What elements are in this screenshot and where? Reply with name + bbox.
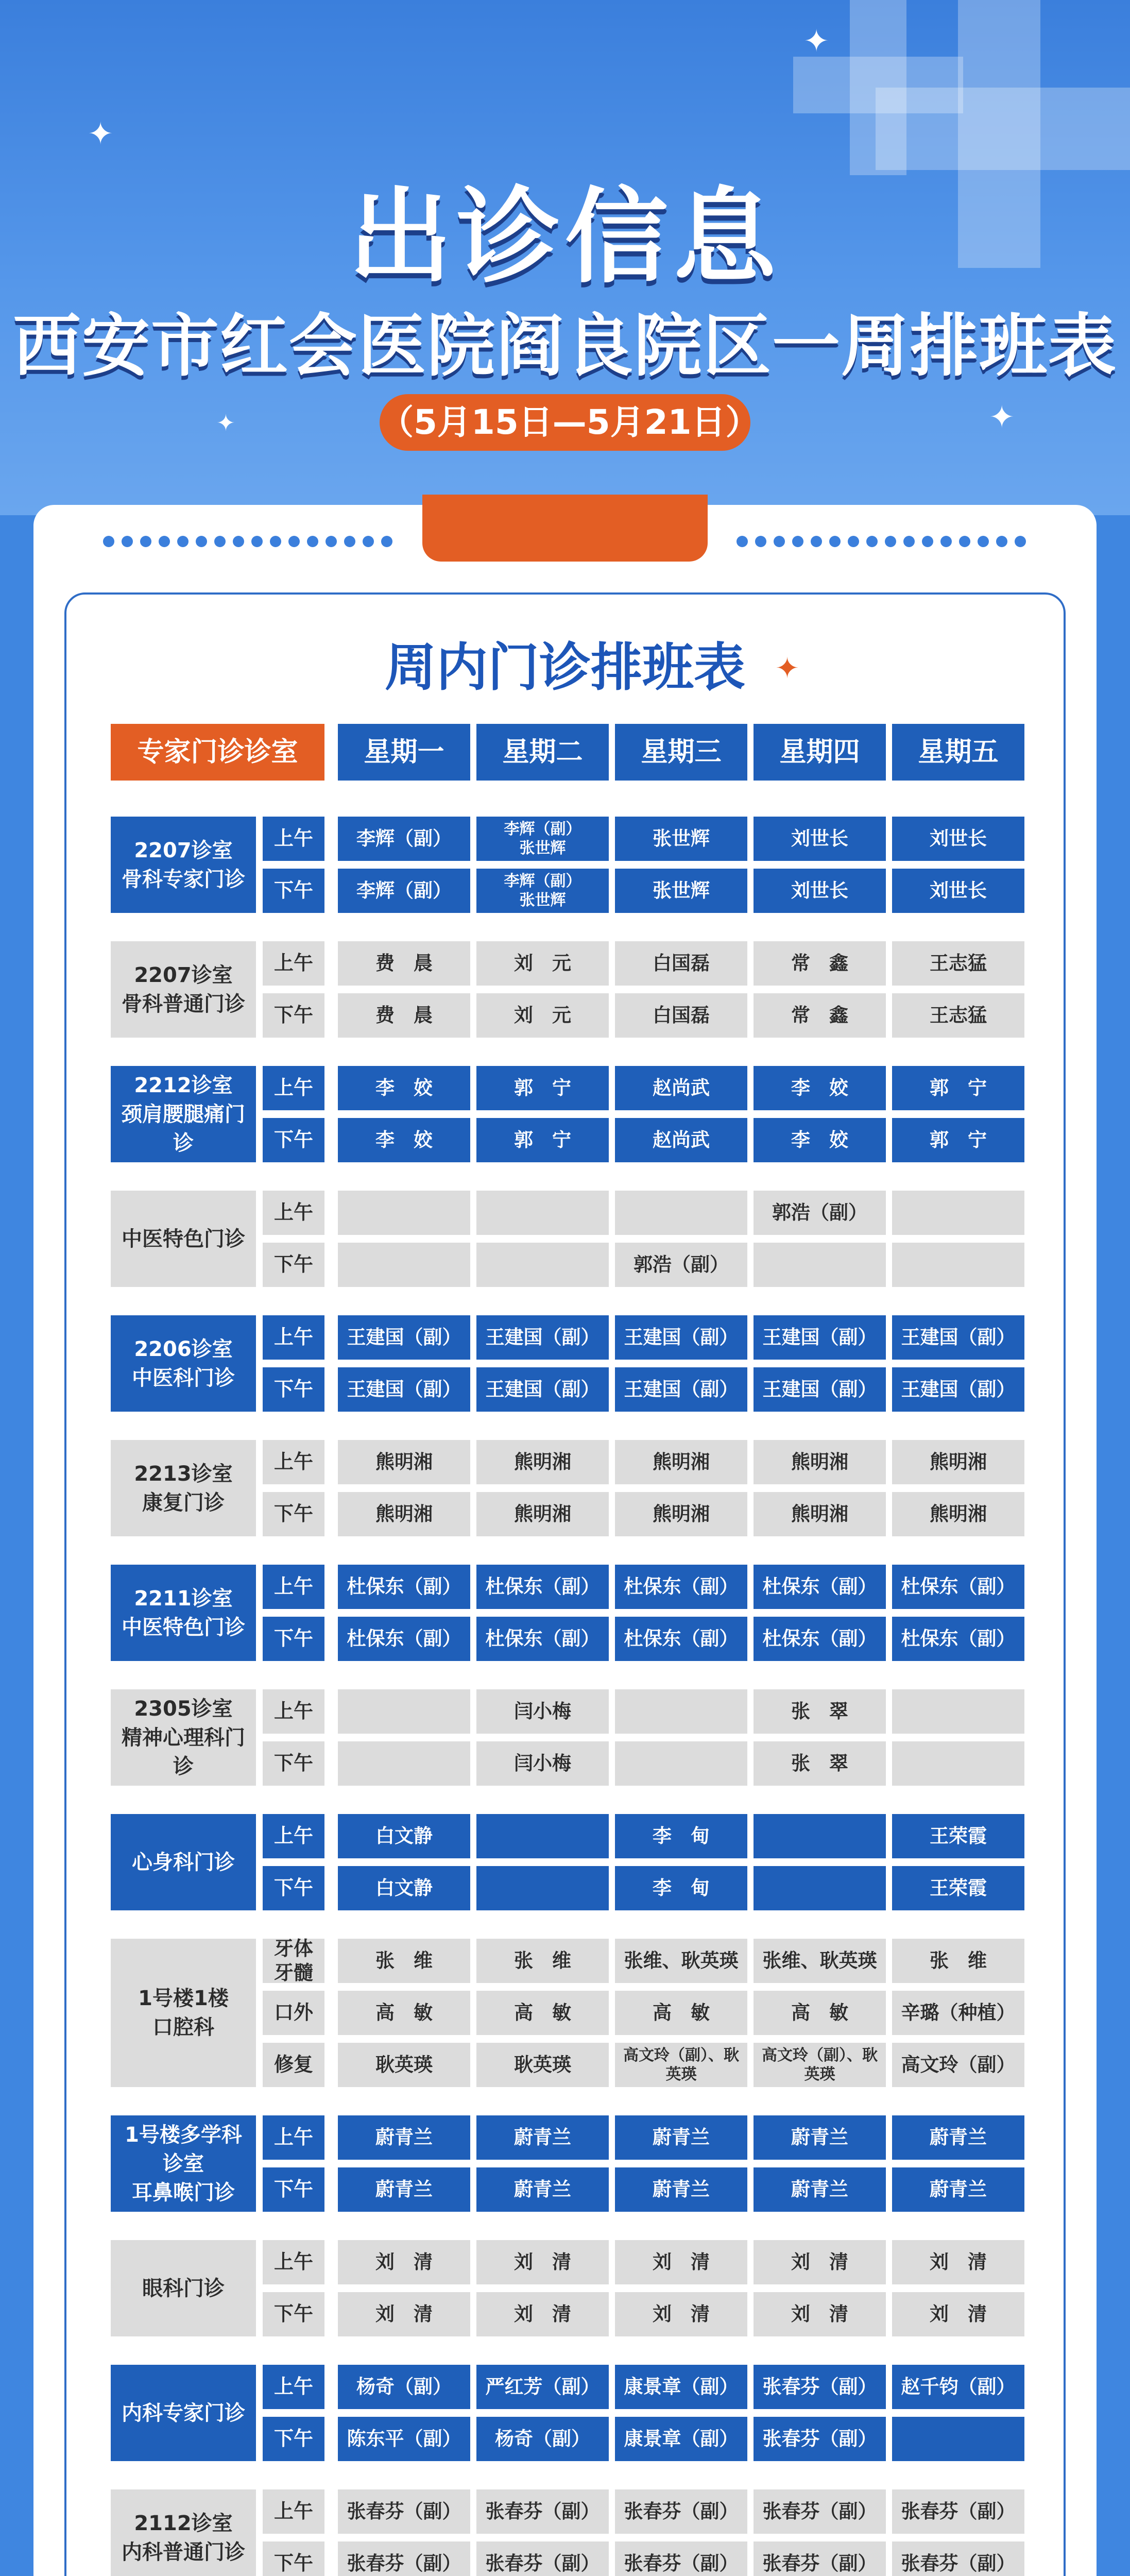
schedule-cell: 王建国（副） — [476, 1367, 609, 1412]
session-label: 上午 — [263, 817, 324, 861]
day-header: 星期五 — [892, 724, 1024, 781]
department-label: 内科专家门诊 — [111, 2365, 256, 2461]
schedule-cell: 蔚青兰 — [338, 2115, 470, 2160]
department-label: 2212诊室 颈肩腰腿痛门诊 — [111, 1066, 256, 1162]
department-label: 2207诊室 骨科专家门诊 — [111, 817, 256, 913]
schedule-cell: 蔚青兰 — [338, 2167, 470, 2212]
session-label: 上午 — [263, 2240, 324, 2284]
schedule-cell: 李 姣 — [338, 1066, 470, 1110]
schedule-cell: 刘 清 — [338, 2292, 470, 2336]
schedule-cell — [476, 1814, 609, 1858]
schedule-cell: 王建国（副） — [892, 1315, 1024, 1360]
schedule-cell — [892, 1689, 1024, 1734]
schedule-cell: 王志猛 — [892, 993, 1024, 1038]
schedule-cell: 费 晨 — [338, 993, 470, 1038]
schedule-cell: 杜保东（副） — [892, 1565, 1024, 1609]
department-label: 2112诊室 内科普通门诊 — [111, 2489, 256, 2576]
department-label: 1号楼多学科诊室 耳鼻喉门诊 — [111, 2115, 256, 2212]
schedule-cell: 张春芬（副） — [892, 2541, 1024, 2576]
schedule-cell: 张 翠 — [754, 1741, 886, 1786]
session-label: 下午 — [263, 1741, 324, 1786]
day-header: 星期二 — [476, 724, 609, 781]
department-label: 2207诊室 骨科普通门诊 — [111, 941, 256, 1038]
schedule-cell: 蔚青兰 — [754, 2167, 886, 2212]
page-title: 出诊信息 — [348, 177, 781, 297]
schedule-cell: 蔚青兰 — [892, 2115, 1024, 2160]
schedule-cell: 常 鑫 — [754, 993, 886, 1038]
session-label: 下午 — [263, 1367, 324, 1412]
session-label: 下午 — [263, 993, 324, 1038]
session-label: 上午 — [263, 2365, 324, 2409]
schedule-cell: 郭浩（副） — [615, 1243, 747, 1287]
schedule-cell: 常 鑫 — [754, 941, 886, 986]
schedule-cell: 高 敏 — [754, 1991, 886, 2035]
schedule-cell: 高 敏 — [338, 1991, 470, 2035]
schedule-cell — [338, 1243, 470, 1287]
session-label: 上午 — [263, 1565, 324, 1609]
schedule-cell: 耿英瑛 — [338, 2043, 470, 2087]
department-label: 心身科门诊 — [111, 1814, 256, 1910]
schedule-cell: 王建国（副） — [615, 1315, 747, 1360]
schedule-cell: 刘 清 — [892, 2292, 1024, 2336]
schedule-cell: 张 翠 — [754, 1689, 886, 1734]
session-label: 下午 — [263, 2541, 324, 2576]
schedule-cell — [892, 2417, 1024, 2461]
schedule-cell: 李 姣 — [754, 1118, 886, 1162]
schedule-cell: 熊明湘 — [338, 1440, 470, 1484]
schedule-cell: 康景章（副） — [615, 2417, 747, 2461]
schedule-cell: 刘世长 — [754, 817, 886, 861]
schedule-cell: 蔚青兰 — [754, 2115, 886, 2160]
schedule-cell: 蔚青兰 — [615, 2115, 747, 2160]
schedule-cell: 熊明湘 — [338, 1492, 470, 1536]
schedule-cell: 高 敏 — [615, 1991, 747, 2035]
day-header: 星期一 — [338, 724, 470, 781]
schedule-cell: 刘 清 — [338, 2240, 470, 2284]
schedule-cell: 王建国（副） — [476, 1315, 609, 1360]
schedule-cell — [754, 1866, 886, 1910]
session-label: 上午 — [263, 2115, 324, 2160]
session-label: 下午 — [263, 1492, 324, 1536]
schedule-cell: 张维、耿英瑛 — [615, 1939, 747, 1983]
schedule-cell: 李辉（副） 张世辉 — [476, 869, 609, 913]
session-label: 下午 — [263, 2292, 324, 2336]
session-label: 口外 — [263, 1991, 324, 2035]
schedule-cell: 杨奇（副） — [476, 2417, 609, 2461]
schedule-cell: 刘世长 — [892, 817, 1024, 861]
schedule-cell: 蔚青兰 — [476, 2115, 609, 2160]
day-header: 星期四 — [754, 724, 886, 781]
schedule-cell: 杜保东（副） — [615, 1565, 747, 1609]
schedule-cell — [892, 1243, 1024, 1287]
schedule-cell: 刘 清 — [615, 2240, 747, 2284]
schedule-cell: 张春芬（副） — [338, 2489, 470, 2534]
session-label: 牙体 牙髓 — [263, 1939, 324, 1983]
schedule-cell: 刘 元 — [476, 941, 609, 986]
schedule-cell: 李辉（副） 张世辉 — [476, 817, 609, 861]
session-label: 上午 — [263, 1315, 324, 1360]
schedule-cell: 赵尚武 — [615, 1118, 747, 1162]
schedule-cell — [892, 1741, 1024, 1786]
date-range-badge: （5月15日—5月21日） — [380, 394, 750, 451]
schedule-cell: 李辉（副） — [338, 817, 470, 861]
schedule-cell: 熊明湘 — [615, 1440, 747, 1484]
schedule-cell: 王建国（副） — [338, 1367, 470, 1412]
schedule-cell: 赵千钧（副） — [892, 2365, 1024, 2409]
department-label: 眼科门诊 — [111, 2240, 256, 2336]
session-label: 上午 — [263, 1191, 324, 1235]
schedule-cell: 刘 清 — [615, 2292, 747, 2336]
department-label: 2206诊室 中医科门诊 — [111, 1315, 256, 1412]
schedule-cell: 李 姣 — [338, 1118, 470, 1162]
sparkle-icon: ✦ — [216, 410, 235, 436]
schedule-cell: 蔚青兰 — [615, 2167, 747, 2212]
schedule-cell: 杜保东（副） — [754, 1565, 886, 1609]
schedule-cell: 张春芬（副） — [754, 2489, 886, 2534]
schedule-cell: 刘 清 — [754, 2240, 886, 2284]
schedule-cell: 张春芬（副） — [615, 2489, 747, 2534]
schedule-cell: 刘 清 — [892, 2240, 1024, 2284]
schedule-cell: 王建国（副） — [754, 1315, 886, 1360]
schedule-cell: 陈东平（副） — [338, 2417, 470, 2461]
schedule-cell: 郭 宁 — [892, 1066, 1024, 1110]
schedule-cell: 高 敏 — [476, 1991, 609, 2035]
schedule-cell: 高文玲（副）、耿英瑛 — [754, 2043, 886, 2087]
schedule-cell — [754, 1814, 886, 1858]
schedule-cell: 康景章（副） — [615, 2365, 747, 2409]
session-label: 下午 — [263, 2167, 324, 2212]
schedule-cell: 张春芬（副） — [892, 2489, 1024, 2534]
schedule-cell: 杜保东（副） — [476, 1565, 609, 1609]
schedule-cell: 郭 宁 — [476, 1118, 609, 1162]
session-label: 修复 — [263, 2043, 324, 2087]
schedule-cell: 杜保东（副） — [338, 1565, 470, 1609]
session-label: 上午 — [263, 1814, 324, 1858]
session-label: 下午 — [263, 1243, 324, 1287]
department-label: 2213诊室 康复门诊 — [111, 1440, 256, 1536]
schedule-cell: 张春芬（副） — [754, 2417, 886, 2461]
schedule-cell — [892, 1191, 1024, 1235]
schedule-cell: 蔚青兰 — [892, 2167, 1024, 2212]
schedule-cell: 杜保东（副） — [338, 1617, 470, 1661]
schedule-cell: 熊明湘 — [754, 1440, 886, 1484]
schedule-cell: 刘 元 — [476, 993, 609, 1038]
department-label: 中医特色门诊 — [111, 1191, 256, 1287]
schedule-cell: 张春芬（副） — [476, 2541, 609, 2576]
schedule-cell: 熊明湘 — [892, 1492, 1024, 1536]
session-label: 下午 — [263, 869, 324, 913]
schedule-cell: 张春芬（副） — [338, 2541, 470, 2576]
schedule-cell: 张春芬（副） — [476, 2489, 609, 2534]
schedule-cell: 杜保东（副） — [892, 1617, 1024, 1661]
schedule-cell — [615, 1689, 747, 1734]
schedule-cell: 刘世长 — [892, 869, 1024, 913]
schedule-cell: 王建国（副） — [615, 1367, 747, 1412]
schedule-cell: 刘 清 — [476, 2240, 609, 2284]
schedule-cell: 杜保东（副） — [476, 1617, 609, 1661]
day-header: 星期三 — [615, 724, 747, 781]
schedule-cell: 费 晨 — [338, 941, 470, 986]
schedule-cell: 白文静 — [338, 1866, 470, 1910]
schedule-cell — [476, 1866, 609, 1910]
session-label: 下午 — [263, 2417, 324, 2461]
sparkle-icon: ✦ — [775, 652, 799, 685]
schedule-cell: 熊明湘 — [476, 1440, 609, 1484]
schedule-cell: 白国磊 — [615, 941, 747, 986]
schedule-cell: 白文静 — [338, 1814, 470, 1858]
sparkle-icon: ✦ — [989, 399, 1015, 435]
session-label: 下午 — [263, 1617, 324, 1661]
schedule-cell: 张春芬（副） — [615, 2541, 747, 2576]
schedule-cell: 王建国（副） — [338, 1315, 470, 1360]
schedule-cell: 张维、耿英瑛 — [754, 1939, 886, 1983]
schedule-cell: 王建国（副） — [892, 1367, 1024, 1412]
schedule-cell: 杜保东（副） — [754, 1617, 886, 1661]
sparkle-icon: ✦ — [803, 23, 830, 59]
schedule-cell: 杜保东（副） — [615, 1617, 747, 1661]
schedule-cell: 杨奇（副） — [338, 2365, 470, 2409]
schedule-cell: 张世辉 — [615, 817, 747, 861]
panel-tab — [422, 495, 708, 562]
schedule-cell: 高文玲（副） — [892, 2043, 1024, 2087]
session-label: 上午 — [263, 1440, 324, 1484]
schedule-cell: 赵尚武 — [615, 1066, 747, 1110]
schedule-cell: 闫小梅 — [476, 1741, 609, 1786]
schedule-cell — [615, 1191, 747, 1235]
schedule-cell: 李辉（副） — [338, 869, 470, 913]
schedule-cell: 刘 清 — [476, 2292, 609, 2336]
schedule-cell: 熊明湘 — [615, 1492, 747, 1536]
schedule-cell — [615, 1741, 747, 1786]
sparkle-icon: ✦ — [88, 116, 114, 152]
department-label: 1号楼1楼 口腔科 — [111, 1939, 256, 2087]
schedule-cell — [476, 1191, 609, 1235]
schedule-cell: 郭浩（副） — [754, 1191, 886, 1235]
schedule-cell: 王志猛 — [892, 941, 1024, 986]
session-label: 上午 — [263, 1689, 324, 1734]
schedule-cell: 张春芬（副） — [754, 2365, 886, 2409]
schedule-cell: 王建国（副） — [754, 1367, 886, 1412]
schedule-cell: 耿英瑛 — [476, 2043, 609, 2087]
corner-header: 专家门诊诊室 — [111, 724, 324, 781]
department-label: 2305诊室 精神心理科门诊 — [111, 1689, 256, 1786]
schedule-cell — [338, 1191, 470, 1235]
schedule-cell: 郭 宁 — [476, 1066, 609, 1110]
session-label: 上午 — [263, 2489, 324, 2534]
schedule-cell: 蔚青兰 — [476, 2167, 609, 2212]
schedule-cell: 李 甸 — [615, 1866, 747, 1910]
schedule-cell: 李 甸 — [615, 1814, 747, 1858]
dot-row-left — [103, 536, 392, 548]
schedule-cell — [754, 1243, 886, 1287]
schedule-cell: 张 维 — [476, 1939, 609, 1983]
schedule-cell: 郭 宁 — [892, 1118, 1024, 1162]
session-label: 下午 — [263, 1118, 324, 1162]
schedule-cell — [338, 1689, 470, 1734]
schedule-cell: 熊明湘 — [476, 1492, 609, 1536]
schedule-cell: 高文玲（副）、耿英瑛 — [615, 2043, 747, 2087]
schedule-cell: 王荣霞 — [892, 1866, 1024, 1910]
schedule-cell: 闫小梅 — [476, 1689, 609, 1734]
schedule-cell: 白国磊 — [615, 993, 747, 1038]
schedule-cell: 刘世长 — [754, 869, 886, 913]
department-label: 2211诊室 中医特色门诊 — [111, 1565, 256, 1661]
schedule-cell: 熊明湘 — [892, 1440, 1024, 1484]
schedule-cell: 张 维 — [338, 1939, 470, 1983]
weekday-section-title: 周内门诊排班表 — [385, 637, 745, 698]
session-label: 下午 — [263, 1866, 324, 1910]
session-label: 上午 — [263, 1066, 324, 1110]
session-label: 上午 — [263, 941, 324, 986]
schedule-cell: 张世辉 — [615, 869, 747, 913]
schedule-cell: 辛璐（种植） — [892, 1991, 1024, 2035]
schedule-cell: 王荣霞 — [892, 1814, 1024, 1858]
schedule-cell: 张 维 — [892, 1939, 1024, 1983]
dot-row-right — [737, 536, 1026, 548]
schedule-cell: 李 姣 — [754, 1066, 886, 1110]
schedule-cell: 刘 清 — [754, 2292, 886, 2336]
page-subtitle: 西安市红会医院阎良院区一周排班表 — [13, 307, 1117, 386]
schedule-cell: 熊明湘 — [754, 1492, 886, 1536]
schedule-cell: 张春芬（副） — [754, 2541, 886, 2576]
schedule-cell: 严红芳（副） — [476, 2365, 609, 2409]
schedule-cell — [476, 1243, 609, 1287]
schedule-cell — [338, 1741, 470, 1786]
